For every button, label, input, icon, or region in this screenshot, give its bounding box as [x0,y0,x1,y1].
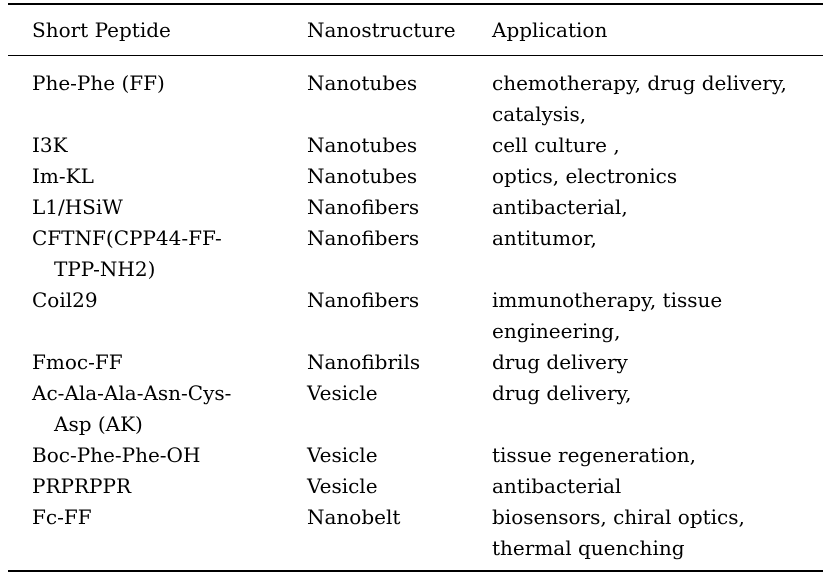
peptide-cell [8,471,283,502]
peptide-name: Boc-Phe-Phe-OH [32,443,201,467]
peptide-cell [8,130,283,161]
nanostructure-cell: Nanotubes [307,133,418,157]
table-row [8,378,823,440]
table-row [8,347,823,378]
table-row [8,130,823,161]
application-cell: tissue regeneration, [492,443,696,467]
peptide-name: I3K [32,133,68,157]
table-row [8,223,823,285]
nanostructure-cell: Nanofibers [307,226,420,250]
peptide-cell [8,347,283,378]
peptide-name: CFTNF(CPP44-FF- TPP-NH2) [32,226,222,281]
header-nanostructure: Nanostructure [307,18,456,42]
table-row [8,161,823,192]
application-cell: immunotherapy, tissue engineering, [492,288,723,343]
peptide-cell [8,223,283,285]
nanostructure-cell: Nanofibers [307,288,420,312]
peptide-name: Coil29 [32,288,98,312]
table-row [8,285,823,347]
table-row [8,56,823,131]
application-cell: drug delivery, [492,381,632,405]
table-row [8,502,823,571]
peptide-cell [8,502,283,571]
nanostructure-cell: Vesicle [307,381,378,405]
application-cell: antitumor, [492,226,597,250]
peptide-cell [8,285,283,347]
peptide-name: PRPRPPR [32,474,132,498]
nanostructure-cell: Nanofibrils [307,350,421,374]
table-row [8,440,823,471]
application-cell: optics, electronics [492,164,678,188]
peptide-name: Fmoc-FF [32,350,123,374]
peptide-nanostructure-table [8,3,823,572]
application-cell: chemotherapy, drug delivery, catalysis, [492,71,787,126]
header-application: Application [492,18,608,42]
peptide-cell [8,378,283,440]
peptide-name: Im-KL [32,164,94,188]
nanostructure-cell: Nanotubes [307,164,418,188]
nanostructure-cell: Nanotubes [307,71,418,95]
nanostructure-cell: Nanobelt [307,505,401,529]
application-cell: drug delivery [492,350,628,374]
table-row [8,471,823,502]
peptide-table-container [8,3,823,572]
table-header-row [8,4,823,56]
peptide-cell [8,192,283,223]
peptide-cell [8,56,283,131]
nanostructure-cell: Vesicle [307,443,378,467]
table-row [8,192,823,223]
peptide-name: Fc-FF [32,505,92,529]
application-cell: antibacterial, [492,195,628,219]
application-cell: cell culture , [492,133,620,157]
peptide-name: Ac-Ala-Ala-Asn-Cys- Asp (AK) [32,381,232,436]
application-cell: antibacterial [492,474,622,498]
peptide-cell [8,440,283,471]
application-cell: biosensors, chiral optics, thermal quenching [492,505,745,560]
peptide-name: Phe-Phe (FF) [32,71,165,95]
nanostructure-cell: Nanofibers [307,195,420,219]
peptide-cell [8,161,283,192]
peptide-name: L1/HSiW [32,195,123,219]
header-short-peptide: Short Peptide [32,18,171,42]
nanostructure-cell: Vesicle [307,474,378,498]
